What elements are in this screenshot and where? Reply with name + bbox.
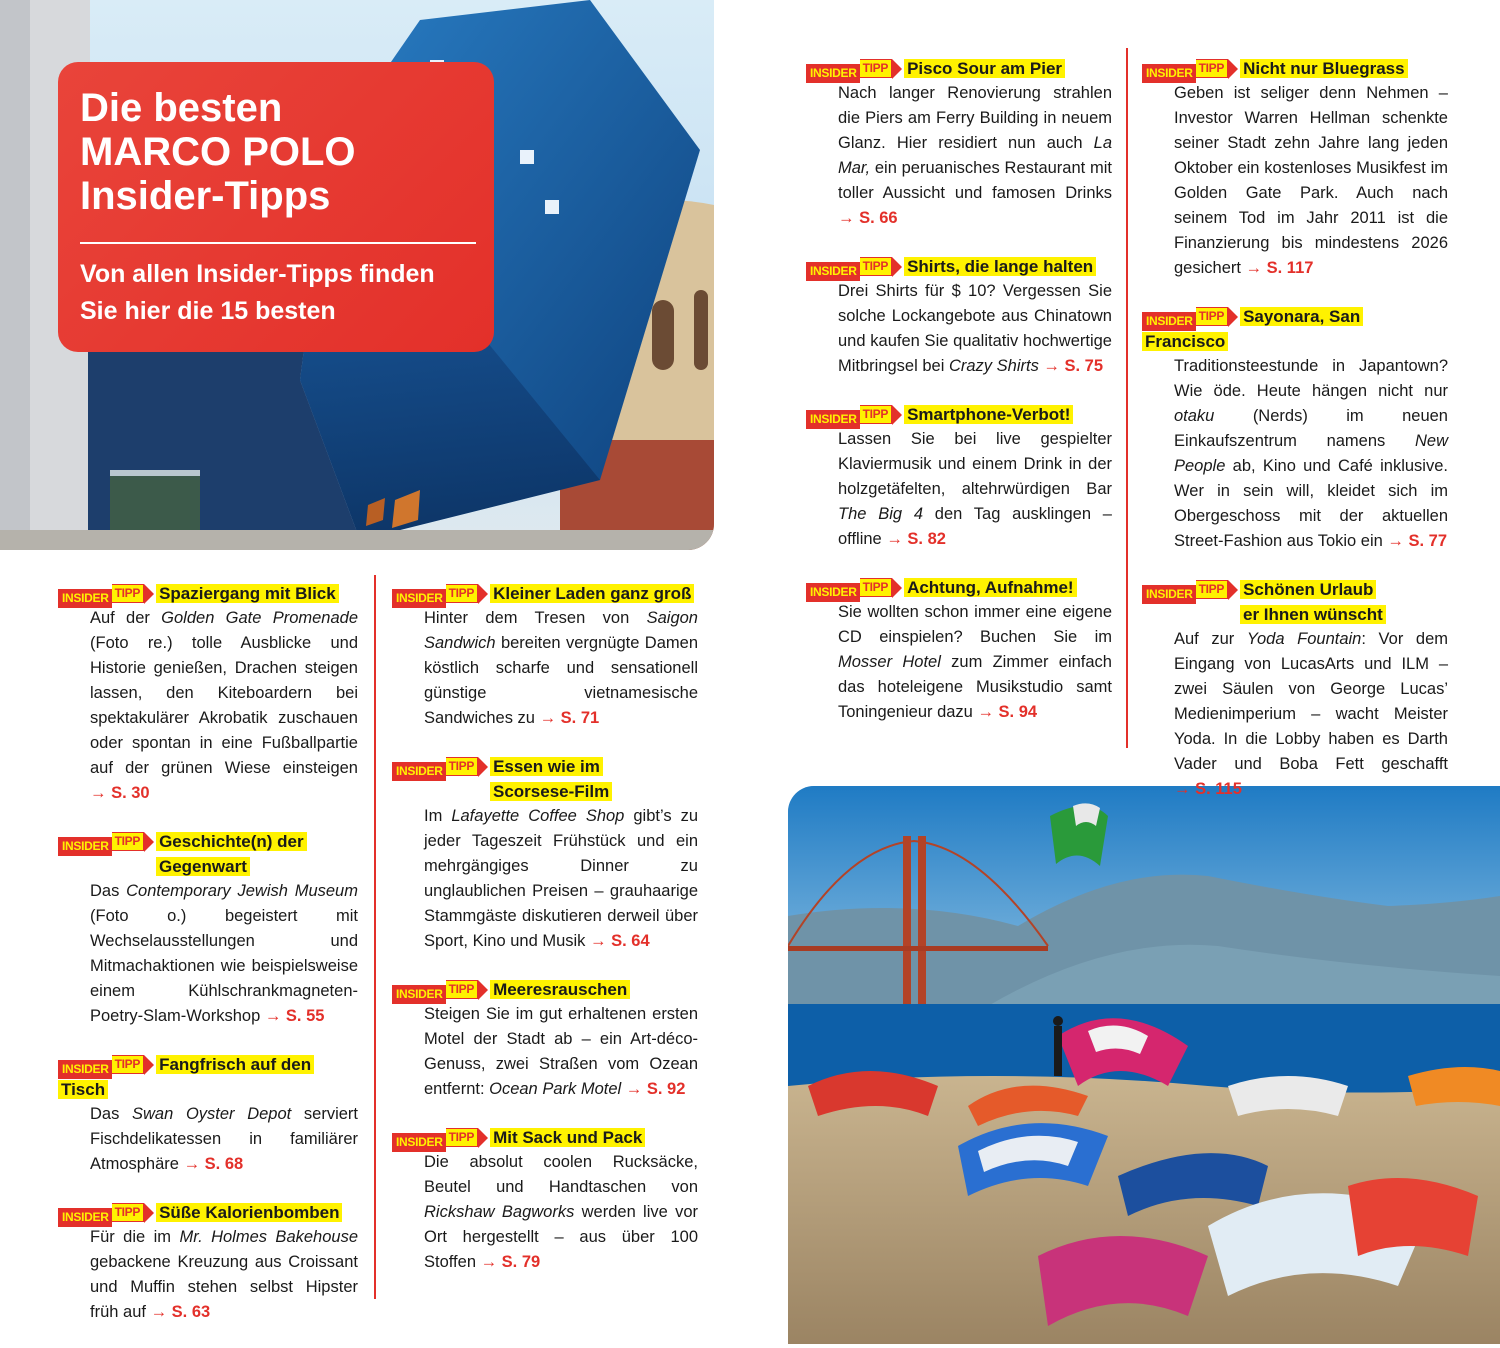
tip-place-name: otaku [1174, 407, 1215, 425]
museum-photo [0, 0, 714, 550]
tip-text: Auf der [90, 609, 162, 627]
page-number: S. 79 [497, 1253, 541, 1271]
tip-description [1142, 354, 1448, 554]
badge-arrow-icon [478, 584, 488, 604]
insider-tip [1142, 304, 1448, 554]
badge-tipp-text: TIPP [1196, 307, 1228, 326]
badge-tipp-text: TIPP [112, 832, 144, 851]
tip-text: ab, Kino und Café inklusive. Wer in sein will, kleidet sich im Obergeschoss mit der aktuellen Street-Fashion aus Tokio ein [1174, 457, 1448, 550]
tip-place-name: Saigon Sandwich [424, 609, 698, 652]
tip-place-name: Lafayette Coffee Shop [451, 807, 625, 825]
arrow-right-icon: → [625, 1080, 643, 1098]
insider-tipp-badge [1142, 59, 1228, 81]
tip-title: Spaziergang mit Blick [156, 584, 339, 603]
insider-tip [1142, 56, 1448, 281]
page-number: S. 117 [1262, 259, 1314, 277]
tip-text: Nach langer Renovierung strahlen die Piers am Ferry Building in neuem Glanz. Hier residiert nun auch [838, 84, 1112, 152]
hero-title [80, 86, 480, 218]
tip-text: Das [90, 1105, 133, 1123]
badge-arrow-icon [892, 578, 902, 598]
insider-tip [806, 254, 1112, 379]
tip-title: Fangfrisch auf den Tisch [58, 1055, 314, 1099]
tip-heading [58, 829, 358, 854]
badge-arrow-icon [892, 257, 902, 277]
hero-title-line: Die besten [80, 86, 283, 130]
page-reference[interactable] [481, 1253, 541, 1271]
tips-column-3 [806, 56, 1112, 748]
tip-text: (Foto re.) tolle Ausblicke und Historie genießen, Drachen steigen lassen, den Kiteboardern bei spektakulärer Akrobatik zuschauen oder spontan in eine Fußballpartie auf der grünen Wiese einsteigen [90, 634, 358, 777]
tip-text: Sie wollten schon immer eine eigene CD einspielen? Buchen Sie im [838, 603, 1112, 646]
arrow-right-icon: → [1174, 780, 1191, 798]
insider-tip [1142, 577, 1448, 802]
insider-tipp-badge [58, 584, 144, 606]
tip-place-name: Rickshaw Bagworks [424, 1203, 575, 1221]
badge-insider-text: INSIDER [806, 410, 860, 429]
tip-heading [392, 977, 698, 1002]
tip-heading [58, 1200, 358, 1225]
tip-text: gebackene Kreuzung aus Croissant und Muffin stehen selbst Hipster früh auf [90, 1253, 358, 1321]
arrow-right-icon: → [590, 932, 607, 950]
badge-insider-text: INSIDER [392, 589, 446, 608]
page-reference[interactable] [151, 1303, 211, 1321]
insider-tip [392, 977, 698, 1102]
kiteboard-photo-drawing [788, 786, 1500, 1344]
tip-text: (Foto o.) begeistert mit Wechselausstellungen und Mitmachaktionen wie beispielsweise einem Kühlschrankmagneten-Poetry-Slam-Workshop [90, 907, 358, 1025]
tip-title: Süße Kalorienbomben [156, 1203, 342, 1222]
tip-heading [806, 575, 1112, 600]
page-number: S. 66 [854, 209, 898, 227]
badge-arrow-icon [1228, 59, 1238, 79]
insider-tip [58, 829, 358, 1029]
badge-tipp-text: TIPP [112, 584, 144, 603]
tip-title-line2: Scorsese-Film [490, 782, 612, 801]
kiteboard-photo [788, 786, 1500, 1344]
tip-description [58, 879, 358, 1029]
arrow-right-icon: → [886, 530, 903, 548]
arrow-right-icon: → [264, 1007, 282, 1025]
badge-tipp-text: TIPP [860, 578, 892, 597]
tip-title: Sayonara, San Francisco [1142, 307, 1363, 351]
badge-insider-text: INSIDER [806, 64, 860, 83]
badge-insider-text: INSIDER [1142, 64, 1196, 83]
tip-title: Nicht nur Bluegrass [1240, 59, 1408, 78]
tip-title-line2: er Ihnen wünscht [1240, 605, 1386, 624]
badge-arrow-icon [1228, 307, 1238, 327]
tip-place-name: Ocean Park Motel [489, 1080, 622, 1098]
tip-title: Schönen Urlaub [1240, 580, 1376, 599]
page-number: S. 30 [106, 784, 150, 802]
tip-description [58, 1102, 358, 1177]
tip-text: Im [424, 807, 452, 825]
hero-box [58, 62, 494, 352]
badge-tipp-text: TIPP [446, 584, 478, 603]
page-reference[interactable] [1387, 532, 1447, 550]
page-number: S. 115 [1190, 780, 1242, 798]
page-number: S. 77 [1403, 532, 1448, 550]
page-number: S. 94 [993, 703, 1038, 721]
page-reference[interactable] [265, 1007, 325, 1025]
badge-arrow-icon [144, 1055, 154, 1075]
tip-heading [806, 254, 1112, 279]
arrow-right-icon: → [539, 709, 557, 727]
page-reference[interactable] [1043, 357, 1103, 375]
page-number: S. 68 [200, 1155, 244, 1173]
tip-place-name: Yoda Fountain [1246, 630, 1362, 648]
tip-place-name: Crazy Shirts [948, 357, 1039, 375]
tip-description [1142, 81, 1448, 281]
insider-tip [58, 1052, 358, 1177]
tip-description [58, 606, 358, 806]
tip-place-name: Contemporary Jewish Museum [126, 882, 358, 900]
tip-text: werden live vor Ort hergestellt – aus über 100 Stoffen [424, 1203, 698, 1271]
badge-arrow-icon [478, 757, 488, 777]
page-reference[interactable] [1246, 259, 1314, 277]
arrow-right-icon: → [150, 1303, 168, 1321]
insider-tip [392, 754, 698, 954]
badge-tipp-text: TIPP [1196, 580, 1228, 599]
tip-text: Traditionsteestunde in Japantown? Wie öde. Heute hängen nicht nur [1174, 357, 1448, 400]
badge-tipp-text: TIPP [860, 59, 892, 78]
tip-title-continued [58, 854, 358, 879]
hero-subtitle [80, 256, 480, 330]
tip-title: Meeresrauschen [490, 980, 630, 999]
insider-tipp-badge [1142, 580, 1228, 602]
tip-place-name: Golden Gate Promenade [161, 609, 358, 627]
badge-arrow-icon [144, 1203, 154, 1223]
tip-heading [806, 402, 1112, 427]
tip-text: serviert Fischdelikatessen in familiärer Atmosphäre [90, 1105, 358, 1173]
tip-heading [806, 56, 1112, 81]
page-number: S. 75 [1059, 357, 1104, 375]
page-number: S. 71 [556, 709, 600, 727]
tip-text: Die absolut coolen Rucksäcke, Beutel und Handtaschen von [424, 1153, 698, 1196]
tip-place-name: Swan Oyster Depot [132, 1105, 292, 1123]
badge-arrow-icon [144, 832, 154, 852]
insider-tipp-badge [58, 1203, 144, 1225]
badge-insider-text: INSIDER [58, 1208, 112, 1227]
tip-heading [1142, 56, 1448, 81]
tip-heading [1142, 304, 1448, 354]
insider-tip [806, 575, 1112, 725]
badge-tipp-text: TIPP [112, 1055, 144, 1074]
tip-heading [392, 581, 698, 606]
badge-tipp-text: TIPP [446, 1128, 478, 1147]
insider-tip [806, 56, 1112, 231]
tip-text: bereiten vergnügte Damen köstlich scharfe und sensationell günstige vietnamesische Sandwiches zu [424, 634, 698, 727]
tip-description [392, 1002, 698, 1102]
arrow-right-icon: → [977, 703, 994, 721]
page-reference[interactable] [90, 784, 150, 802]
page-reference[interactable] [838, 209, 898, 227]
badge-insider-text: INSIDER [806, 262, 860, 281]
tip-text: Auf zur [1174, 630, 1247, 648]
page-number: S. 55 [281, 1007, 325, 1025]
tips-column-2 [392, 581, 698, 1298]
arrow-right-icon: → [1043, 357, 1060, 375]
badge-arrow-icon [892, 405, 902, 425]
insider-tipp-badge [806, 59, 892, 81]
insider-tipp-badge [806, 257, 892, 279]
page-reference[interactable] [1174, 780, 1242, 798]
tip-description [806, 279, 1112, 379]
hero-subtitle-line: Von allen Insider-Tipps finden [80, 260, 435, 288]
page-number: S. 64 [606, 932, 650, 950]
tip-title: Shirts, die lange halten [904, 257, 1096, 276]
badge-tipp-text: TIPP [860, 405, 892, 424]
tip-title: Kleiner Laden ganz groß [490, 584, 694, 603]
tip-place-name: Mosser Hotel [838, 653, 941, 671]
tip-text: Steigen Sie im gut erhaltenen ersten Motel der Stadt ab – ein Art-déco-Genuss, zwei Straßen vom Ozean entfernt: [424, 1005, 698, 1098]
insider-tipp-badge [58, 1055, 144, 1077]
tip-title: Smartphone-Verbot! [904, 405, 1073, 424]
tip-text: (Nerds) im neuen Einkaufszentrum namens [1174, 407, 1448, 450]
tip-text: Das [90, 882, 127, 900]
tip-text: : Vor dem Eingang von LucasArts und ILM – zwei Säulen von George Lucas’ Medienimperium – wacht Meister Yoda. In die Lobby haben es Darth Vader und Boba Fett geschafft [1174, 630, 1449, 773]
page-number: S. 82 [902, 530, 946, 548]
insider-tip [806, 402, 1112, 552]
page-reference[interactable] [626, 1080, 686, 1098]
tip-text: Hinter dem Tresen von [424, 609, 647, 627]
insider-tipp-badge [392, 757, 478, 779]
hero-title-line: Insider-Tipps [80, 174, 331, 218]
tip-description [392, 804, 698, 954]
tips-column-1 [58, 581, 358, 1348]
badge-insider-text: INSIDER [1142, 585, 1196, 604]
tip-heading [58, 581, 358, 606]
tip-title: Achtung, Aufnahme! [904, 578, 1077, 597]
badge-insider-text: INSIDER [58, 837, 112, 856]
tip-text: ein peruanisches Restaurant mit toller Aussicht und famosen Drinks [838, 159, 1112, 202]
arrow-right-icon: → [1387, 532, 1404, 550]
insider-tipp-badge [392, 980, 478, 1002]
page-number: S. 63 [167, 1303, 211, 1321]
arrow-right-icon: → [90, 784, 107, 802]
insider-tip [392, 1125, 698, 1275]
insider-tipp-badge [392, 584, 478, 606]
tip-title: Essen wie im [490, 757, 603, 776]
tip-title: Pisco Sour am Pier [904, 59, 1065, 78]
tip-text: Geben ist seliger denn Nehmen – Investor Warren Hellman schenkte seiner Stadt zehn Jahre lang jeden Oktober ein kostenloses Musikfest im Golden Gate Park. Auch nach seinem Tod im Jahr 2011 ist die Finanzierung bis mindestens 2026 gesichert [1174, 84, 1448, 277]
insider-tipp-badge [806, 405, 892, 427]
tip-heading [1142, 577, 1448, 602]
badge-tipp-text: TIPP [1196, 59, 1228, 78]
tip-text: Für die im [90, 1228, 180, 1246]
badge-arrow-icon [478, 1128, 488, 1148]
badge-arrow-icon [478, 980, 488, 1000]
insider-tipp-badge [392, 1128, 478, 1150]
tip-text: den Tag ausklingen – offline [838, 505, 1112, 548]
badge-insider-text: INSIDER [1142, 312, 1196, 331]
tip-description [806, 427, 1112, 552]
tip-description [392, 1150, 698, 1275]
tip-title-line2: Gegenwart [156, 857, 250, 876]
tip-text: Lassen Sie bei live gespielter Klaviermusik und einem Drink in der holzgetäfelten, altehrwürdigen Bar [838, 430, 1112, 498]
insider-tip [392, 581, 698, 731]
tip-description [1142, 627, 1448, 802]
column-divider [1126, 48, 1128, 748]
tip-heading [58, 1052, 358, 1102]
page-reference[interactable] [590, 932, 650, 950]
tip-text: zum Zimmer einfach das hoteleigene Musikstudio samt Toningenieur dazu [838, 653, 1112, 721]
badge-insider-text: INSIDER [806, 583, 860, 602]
badge-tipp-text: TIPP [112, 1203, 144, 1222]
arrow-right-icon: → [1245, 259, 1263, 277]
tip-description [806, 600, 1112, 725]
tip-text: gibt’s zu jeder Tageszeit Frühstück und ein mehrgängiges Dinner zu unglaublichen Preisen – grauhaarige Stammgäste diskutieren derweil über Sport, Kino und Musik [424, 807, 698, 950]
arrow-right-icon: → [480, 1253, 498, 1271]
tip-heading [392, 1125, 698, 1150]
tip-title-continued [1142, 602, 1448, 627]
tip-title: Geschichte(n) der [156, 832, 307, 851]
badge-arrow-icon [1228, 580, 1238, 600]
tip-text: Drei Shirts für $ 10? Vergessen Sie solche Lockangebote aus Chinatown und kaufen Sie qualitativ hochwertige Mitbringsel bei [838, 282, 1112, 375]
insider-tip [58, 581, 358, 806]
tip-place-name: La Mar, [838, 134, 1112, 177]
tip-description [58, 1225, 358, 1325]
badge-arrow-icon [144, 584, 154, 604]
badge-insider-text: INSIDER [58, 589, 112, 608]
tips-column-4 [1142, 56, 1448, 825]
insider-tip [58, 1200, 358, 1325]
badge-insider-text: INSIDER [58, 1060, 112, 1079]
arrow-right-icon: → [838, 209, 855, 227]
badge-tipp-text: TIPP [446, 757, 478, 776]
hero-title-line: MARCO POLO [80, 130, 356, 174]
badge-tipp-text: TIPP [446, 980, 478, 999]
tip-description [806, 81, 1112, 231]
page-reference[interactable] [540, 709, 600, 727]
arrow-right-icon: → [183, 1155, 201, 1173]
badge-arrow-icon [892, 59, 902, 79]
insider-tipp-badge [58, 832, 144, 854]
tip-heading [392, 754, 698, 779]
page-number: S. 92 [642, 1080, 686, 1098]
badge-insider-text: INSIDER [392, 1133, 446, 1152]
tip-place-name: New People [1174, 432, 1448, 475]
insider-tipp-badge [1142, 307, 1228, 329]
badge-tipp-text: TIPP [860, 257, 892, 276]
hero-divider [80, 242, 476, 244]
tip-description [392, 606, 698, 731]
page-reference[interactable] [184, 1155, 244, 1173]
hero-subtitle-line: Sie hier die 15 besten [80, 297, 336, 325]
column-divider [374, 575, 376, 1299]
page-reference[interactable] [886, 530, 946, 548]
page-reference[interactable] [977, 703, 1037, 721]
tip-title: Mit Sack und Pack [490, 1128, 645, 1147]
badge-insider-text: INSIDER [392, 762, 446, 781]
tip-title-continued [392, 779, 698, 804]
insider-tipp-badge [806, 578, 892, 600]
tip-place-name: The Big 4 [838, 505, 923, 523]
tip-place-name: Mr. Holmes Bakehouse [179, 1228, 359, 1246]
badge-insider-text: INSIDER [392, 985, 446, 1004]
